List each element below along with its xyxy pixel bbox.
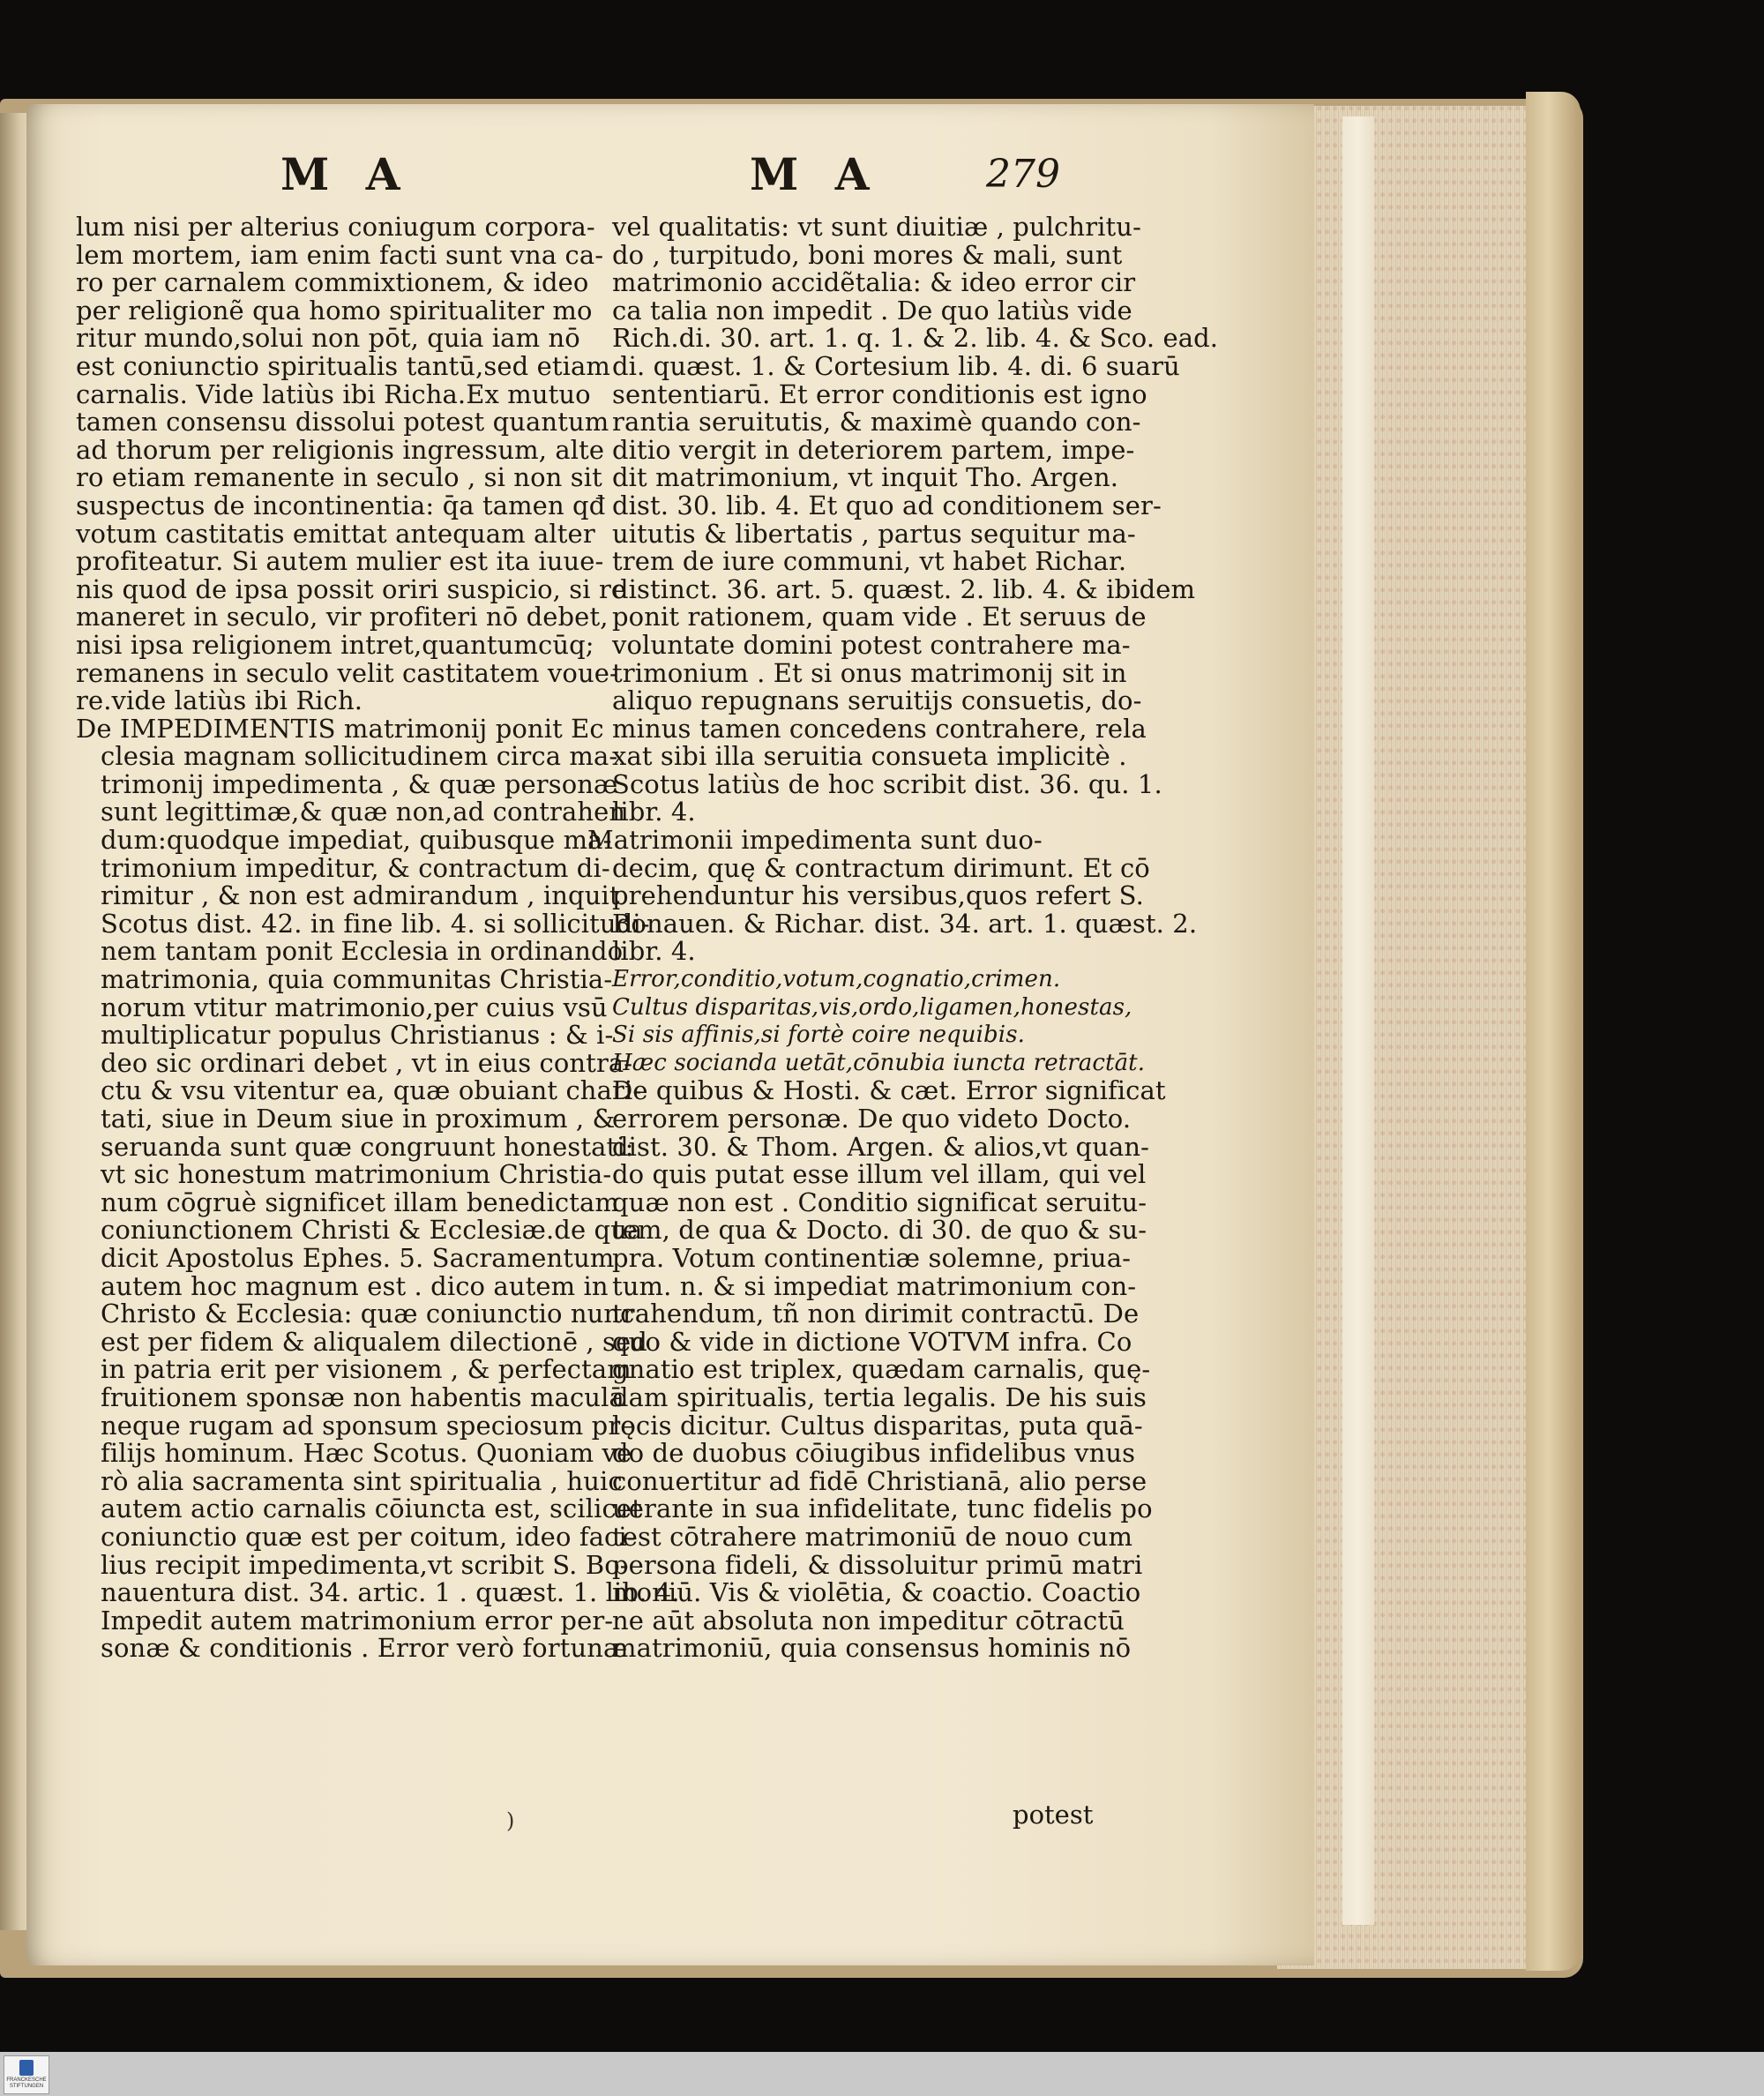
text-line: minus tamen concedens contrahere, rela (612, 713, 1147, 744)
text-line: Matrimonii impedimenta sunt duo- (587, 825, 1043, 856)
text-line: multiplicatur populus Christianus : & i- (101, 1020, 614, 1051)
text-line: di. quæst. 1. & Cortesium lib. 4. di. 6 suarū (612, 350, 1180, 381)
text-line: seruanda sunt quæ congruunt honestati: (101, 1131, 634, 1162)
text-line: quæ non est . Conditio significat seruitu- (612, 1186, 1147, 1217)
page-number: 279 (986, 152, 1060, 197)
text-line: nisi ipsa religionem intret,quantumcūq; (76, 629, 594, 660)
text-line: sententiarū. Et error conditionis est igno (612, 378, 1147, 409)
text-line: De quibus & Hosti. & cæt. Error significat (612, 1075, 1166, 1106)
text-line: matrimonia, quia communitas Christia- (101, 964, 613, 995)
text-line: Si sis affinis,si fortè coire nequibis. (612, 1022, 1026, 1049)
text-line: tati, siue in Deum siue in proximum , & (101, 1104, 616, 1134)
text-line: suspectus de incontinentia: q̄a tamen qđ (76, 490, 606, 520)
text-line: Scotus latiùs de hoc scribit dist. 36. qu. 1. (612, 768, 1162, 799)
text-line: est coniunctio spiritualis tantū,sed etiam (76, 350, 610, 381)
text-line: dit matrimonium, vt inquit Tho. Argen. (612, 462, 1119, 493)
text-line: lius recipit impedimenta,vt scribit S. Bo- (101, 1549, 629, 1580)
text-line: sunt legittimæ,& quæ non,ad contrahen (101, 797, 626, 827)
text-line: rò alia sacramenta sint spiritualia , huic (101, 1465, 623, 1496)
text-line: trahendum, tñ non dirimit contractū. De (612, 1299, 1140, 1329)
text-line: tum. n. & si impediat matrimonium con- (612, 1270, 1137, 1301)
text-line: nis quod de ipsa possit oriri suspicio, si re (76, 573, 627, 604)
text-line: trimonium impeditur, & contractum di- (101, 852, 610, 883)
text-line: libr. 4. (612, 936, 696, 967)
text-line: ne aūt absoluta non impeditur cōtractū (612, 1605, 1125, 1636)
text-line: Cultus disparitas,vis,ordo,ligamen,honestas, (612, 993, 1132, 1021)
text-line: coniunctio quæ est per coitum, ideo faci- (101, 1521, 636, 1552)
text-line: matrimonio accidẽtalia: & ideo error cir (612, 267, 1136, 298)
text-line: do , turpitudo, boni mores & mali, sunt (612, 239, 1123, 270)
text-line: autem actio carnalis cōiuncta est, scilicet (101, 1493, 642, 1524)
text-line: coniunctionem Christi & Ecclesiæ.de qua (101, 1215, 643, 1246)
text-line: vt sic honestum matrimonium Christia- (101, 1159, 612, 1190)
text-line: rantia seruitutis, & maximè quando con- (612, 407, 1141, 438)
text-line: do de duobus cōiugibus infidelibus vnus (612, 1438, 1136, 1469)
text-line: quo & vide in dictione VOTVM infra. Co (612, 1326, 1132, 1357)
text-line: autem hoc magnum est . dico autem in (101, 1270, 609, 1301)
text-line: uerante in sua infidelitate, tunc fidelis po (612, 1493, 1153, 1524)
text-line: trimonij impedimenta , & quæ personæ (101, 768, 618, 799)
text-line: trem de iure communi, vt habet Richar. (612, 546, 1127, 577)
text-line: fruitionem sponsæ non habentis maculā (101, 1381, 624, 1412)
viewer-footer-bar (0, 2052, 1764, 2096)
text-line: decim, quę & contractum dirimunt. Et cō (612, 852, 1150, 883)
text-line: Christo & Ecclesia: quæ coniunctio nunc (101, 1299, 635, 1329)
text-line: Impedit autem matrimonium error per- (101, 1605, 614, 1636)
text-line: distinct. 36. art. 5. quæst. 2. lib. 4. & ibidem (612, 573, 1196, 604)
text-line: uitutis & libertatis , partus sequitur ma- (612, 518, 1136, 549)
stray-mark: ) (506, 1808, 515, 1833)
text-line: Hæc socianda uetāt,cōnubia iuncta retractāt. (612, 1049, 1146, 1076)
text-line: rimitur , & non est admirandum , inquit (101, 880, 620, 911)
text-line: locis dicitur. Cultus disparitas, puta quā- (612, 1410, 1143, 1441)
text-line: ro per carnalem commixtionem, & ideo (76, 267, 589, 298)
text-line: do quis putat esse illum vel illam, qui vel (612, 1159, 1147, 1190)
text-line: lum nisi per alterius coniugum corpora- (76, 212, 595, 242)
text-line: sonæ & conditionis . Error verò fortunæ (101, 1633, 628, 1664)
page-block-edges (1277, 106, 1533, 1969)
text-line: Scotus dist. 42. in fine lib. 4. si sollicitudi- (101, 908, 650, 939)
text-line: gnatio est triplex, quædam carnalis, quę- (612, 1354, 1151, 1385)
text-line: ctu & vsu vitentur ea, quæ obuiant chari- (101, 1075, 642, 1106)
text-line: ca talia non impedit . De quo latiùs vide (612, 295, 1132, 326)
text-line: errorem personæ. De quo videto Docto. (612, 1104, 1132, 1134)
text-line: num cōgruè significet illam benedictam (101, 1186, 619, 1217)
running-head-left: M A (280, 148, 411, 200)
text-line: votum castitatis emittat antequam alter (76, 518, 595, 549)
text-line: libr. 4. (612, 797, 696, 827)
text-line: nem tantam ponit Ecclesia in ordinando (101, 936, 624, 967)
text-line: Bonauen. & Richar. dist. 34. art. 1. quæst. 2. (612, 908, 1198, 939)
text-line: per religionẽ qua homo spiritualiter mo (76, 295, 593, 326)
text-line: test cōtrahere matrimoniū de nouo cum (612, 1521, 1133, 1552)
text-line: De IMPEDIMENTIS matrimonij ponit Ec (76, 713, 604, 744)
text-line: dist. 30. & Thom. Argen. & alios,vt quan- (612, 1131, 1150, 1162)
running-head-right: M A (750, 148, 880, 200)
book-spine (1526, 92, 1581, 1971)
text-line: ditio vergit in deteriorem partem, impe- (612, 434, 1135, 465)
text-line: dum:quodque impediat, quibusque ma- (101, 825, 612, 856)
text-line: persona fideli, & dissoluitur primū matri (612, 1549, 1143, 1580)
library-logo-text: FRANCKESCHE STIFTUNGEN (6, 2077, 47, 2089)
text-line: ponit rationem, quam vide . Et seruus de (612, 602, 1147, 633)
text-line: deo sic ordinari debet , vt in eius contra- (101, 1047, 633, 1078)
text-line: pra. Votum continentiæ solemne, priua- (612, 1242, 1131, 1273)
library-logo[interactable] (4, 2055, 49, 2094)
catchword: potest (1013, 1800, 1094, 1830)
text-line: dam spiritualis, tertia legalis. De his suis (612, 1381, 1147, 1412)
text-line: trimonium . Et si onus matrimonij sit in (612, 657, 1127, 688)
text-line: ad thorum per religionis ingressum, alte (76, 434, 605, 465)
text-line: profiteatur. Si autem mulier est ita iuue- (76, 546, 604, 577)
text-line: remanens in seculo velit castitatem voue- (76, 657, 618, 688)
text-line: aliquo repugnans seruitijs consuetis, do- (612, 685, 1142, 716)
text-line: filijs hominum. Hæc Scotus. Quoniam ve (101, 1438, 632, 1469)
text-line: matrimoniū, quia consensus hominis nō (612, 1633, 1132, 1664)
text-line: ro etiam remanente in seculo , si non sit (76, 462, 602, 493)
text-line: conuertitur ad fidē Christianā, alio perse (612, 1465, 1147, 1496)
text-line: ritur mundo,solui non pōt, quia iam nō (76, 323, 580, 354)
text-line: dist. 30. lib. 4. Et quo ad conditionem ser- (612, 490, 1162, 520)
text-line: Error,conditio,votum,cognatio,crimen. (612, 966, 1061, 993)
right-text-column (587, 212, 1219, 1664)
text-line: re.vide latiùs ibi Rich. (76, 685, 363, 716)
text-line: carnalis. Vide latiùs ibi Richa.Ex mutuo (76, 378, 591, 409)
text-line: vel qualitatis: vt sunt diuitiæ , pulchritu- (612, 212, 1141, 242)
text-line: tem, de qua & Docto. di 30. de quo & su- (612, 1215, 1147, 1246)
text-line: xat sibi illa seruitia consueta implicitè . (612, 741, 1127, 772)
library-logo-icon (19, 2060, 34, 2076)
text-line: lem mortem, iam enim facti sunt vna ca- (76, 239, 604, 270)
text-line: in patria erit per visionem , & perfectam (101, 1354, 632, 1385)
text-line: maneret in seculo, vir profiteri nō debet, (76, 602, 609, 633)
text-line: est per fidem & aliqualem dilectionē , sed (101, 1326, 647, 1357)
text-line: dicit Apostolus Ephes. 5. Sacramentum (101, 1242, 615, 1273)
text-line: neque rugam ad sponsum speciosum prę (101, 1410, 636, 1441)
text-line: nauentura dist. 34. artic. 1 . quæst. 1. lib. 4. (101, 1577, 680, 1608)
text-line: Rich.di. 30. art. 1. q. 1. & 2. lib. 4. & Sco. ead. (612, 323, 1219, 354)
text-line: clesia magnam sollicitudinem circa ma- (101, 741, 618, 772)
text-line: norum vtitur matrimonio,per cuius vsū (101, 992, 608, 1022)
page-block-divider (1342, 116, 1374, 1925)
text-line: voluntate domini potest contrahere ma- (612, 629, 1131, 660)
text-line: tamen consensu dissolui potest quantum (76, 407, 609, 438)
text-line: moniū. Vis & violētia, & coactio. Coactio (612, 1577, 1141, 1608)
text-line: prehenduntur his versibus,quos refert S. (612, 880, 1144, 911)
